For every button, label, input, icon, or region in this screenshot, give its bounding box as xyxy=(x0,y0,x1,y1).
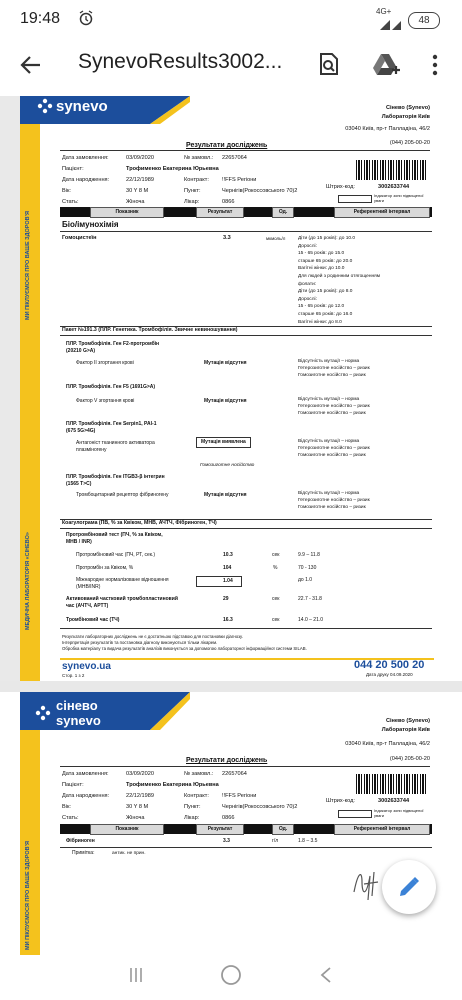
battery-indicator: 48 xyxy=(408,12,440,29)
order-date-label-2: Дата замовлення: xyxy=(62,771,109,777)
gene-note-3: Гомозиготне носійство xyxy=(200,463,255,468)
divider xyxy=(60,335,432,336)
lab-address-2: 03040 Київ, пр-т Палладіна, 46/2 xyxy=(345,741,430,747)
coag-value-2: 104 xyxy=(223,565,232,571)
contract-value: !!FFS Регіони xyxy=(222,177,257,183)
gene-result-3: Мутація виявлена xyxy=(196,437,251,448)
gene-factor-2: Фактор V згортання крові xyxy=(76,398,135,404)
birth-value-2: 22/12/1989 xyxy=(126,793,154,799)
coag-ref-1: 9.9 – 11.8 xyxy=(298,552,320,558)
contract-value-2: !!FFS Регіони xyxy=(222,793,257,799)
coag-ref-3: до 1.0 xyxy=(298,577,313,583)
recent-apps-icon[interactable] xyxy=(128,966,146,989)
coag-unit-1: сек xyxy=(272,552,280,558)
order-no-label: № замовл.: xyxy=(184,155,214,161)
doctor-value-2: 0866 xyxy=(222,815,235,821)
divider xyxy=(60,150,430,151)
point-value: Чернігів(Рокоссовського 70)2 xyxy=(222,188,298,194)
logo-text-cyrillic: сінево xyxy=(56,698,98,713)
divider xyxy=(60,628,432,629)
order-date-label: Дата замовлення: xyxy=(62,155,109,161)
age-label: Вік: xyxy=(62,188,71,194)
divider xyxy=(60,231,432,232)
signal-icon xyxy=(380,17,402,35)
packet-title: Пакет №191.3 (ПЛР. Генетика. Тромбофілія. Звичне невиношування) xyxy=(62,327,238,333)
contract-label-2: Контракт: xyxy=(184,793,209,799)
homocysteine-unit: мкмоль/л xyxy=(266,236,286,241)
fibrinogen-ref: 1.8 – 3.5 xyxy=(298,838,318,844)
barcode-label-2: Штрих-код: xyxy=(326,798,355,804)
footer-phone: 044 20 500 20 xyxy=(354,659,425,671)
gene-ref-1: Відсутність мутації – норма Гетерозиготне носійство – ризик Гомозиготне носійство – ризик xyxy=(298,359,370,378)
results-title: Результати досліджень xyxy=(186,142,268,149)
gene-title-4: ПЛР. Тромбофілія. Ген ITGB3-β інтегрин (1565 T>C) xyxy=(66,474,165,487)
page-separator xyxy=(0,681,462,692)
birth-value: 22/12/1989 xyxy=(126,177,154,183)
note-label: Примітка: xyxy=(72,850,95,856)
more-options-icon[interactable] xyxy=(430,54,440,81)
doctor-label: Лікар: xyxy=(184,199,200,205)
gene-title-2: ПЛР. Тромбофілія. Ген F5 (1691G>A) xyxy=(66,384,156,390)
pt-title: Протромбіновий тест (ПЧ, % за Квіком, МНВ / INR) xyxy=(66,532,163,545)
gene-result-1: Мутація відсутня xyxy=(204,360,247,366)
patient-label-2: Пацієнт: xyxy=(62,782,84,788)
col-test: Показник xyxy=(90,207,164,218)
age-value-2: 30 Y 8 M xyxy=(126,804,149,810)
coag-ref-5: 14.0 – 21.0 xyxy=(298,617,324,623)
logo-text: synevo xyxy=(56,98,108,115)
synevo-logo-icon-2 xyxy=(34,704,52,727)
lab-phone-2: (044) 205-00-20 xyxy=(389,756,430,762)
signature-image xyxy=(348,862,384,907)
point-label-2: Пункт: xyxy=(184,804,201,810)
coag-section-title: Коагулограма (ПВ, % за Квіком, МНВ, АЧТЧ, Фібриноген, ТЧ) xyxy=(62,520,217,526)
coag-value-1: 10.3 xyxy=(223,552,233,558)
gene-result-2: Мутація відсутня xyxy=(204,398,247,404)
coag-name-1: Протромбіновий час (ПЧ, РТ, сек.) xyxy=(76,552,155,558)
footer-print-date: Дата друку 04.09.2020 xyxy=(366,672,413,677)
coag-unit-2: % xyxy=(273,565,278,571)
status-time: 19:48 xyxy=(20,10,61,27)
col-result: Результат xyxy=(196,207,244,218)
coag-ref-4: 22.7 - 31.8 xyxy=(298,596,322,602)
divider xyxy=(60,847,432,848)
homocysteine-name: Гомоцистеїн xyxy=(62,235,97,241)
sex-value-2: Жіноча xyxy=(126,815,145,821)
results-title-2: Результати досліджень xyxy=(186,757,268,764)
indicator-note: Індикатор зони підвищеної уваги xyxy=(374,193,424,203)
order-no-label-2: № замовл.: xyxy=(184,771,214,777)
fibrinogen-value: 3.3 xyxy=(223,838,230,844)
pencil-icon xyxy=(397,875,421,904)
age-value: 30 Y 8 M xyxy=(126,188,149,194)
gene-factor-4: Тромбоцитарний рецептор фібриногену xyxy=(76,492,169,498)
coag-ref-2: 70 - 130 xyxy=(298,565,317,571)
gene-ref-3: Відсутність мутації – норма Гетерозиготне носійство – ризик Гомозиготне носійство – ризик xyxy=(298,439,370,458)
point-value-2: Чернігів(Рокоссовського 70)2 xyxy=(222,804,298,810)
synevo-logo-icon xyxy=(36,97,54,120)
sex-value: Жіноча xyxy=(126,199,145,205)
col-ref: Референтний інтервал xyxy=(334,207,430,218)
divider xyxy=(60,766,430,767)
lab-name: Сінево (Synevo) xyxy=(385,105,430,111)
coag-name-4: Активований частковий тромбопластиновий час (АЧТЧ, APTT) xyxy=(66,596,178,609)
lab-city: Лабораторія Київ xyxy=(381,114,430,120)
patient-label: Пацієнт: xyxy=(62,166,84,172)
order-date-value-2: 03/09/2020 xyxy=(126,771,154,777)
lab-city-2: Лабораторія Київ xyxy=(381,727,430,733)
order-no-value-2: 22657064 xyxy=(222,771,247,777)
barcode-label: Штрих-код: xyxy=(326,184,355,190)
document-title: SynevoResults3002... xyxy=(78,50,283,73)
col-result-2: Результат xyxy=(196,824,244,835)
coag-value-5: 16.3 xyxy=(223,617,233,623)
bio-section-title: Біо/імунохімія xyxy=(62,220,119,229)
alarm-icon xyxy=(78,10,94,31)
indicator-box xyxy=(338,195,372,203)
lab-phone: (044) 205-00-20 xyxy=(389,140,430,146)
contract-label: Контракт: xyxy=(184,177,209,183)
note-value: антик. не прин. xyxy=(112,851,146,856)
footer-page: Стор. 1 з 2 xyxy=(62,673,85,678)
birth-label-2: Дата народження: xyxy=(62,793,110,799)
age-label-2: Вік: xyxy=(62,804,71,810)
coag-unit-4: сек xyxy=(272,596,280,602)
coag-value-3: 1.04 xyxy=(196,576,242,587)
logo-text-latin: synevo xyxy=(56,713,101,728)
home-icon[interactable] xyxy=(219,963,243,992)
coag-name-3: Міжнародне нормалізоване відношення (МНВ/INR) xyxy=(76,577,169,590)
lab-name-2: Сінево (Synevo) xyxy=(385,718,430,724)
side-slogan: МИ ПІКЛУЄМОСЯ ПРО ВАШЕ ЗДОРОВ'Я xyxy=(25,211,31,320)
fibrinogen-name: Фібриноген xyxy=(66,838,95,844)
col-unit: Од. xyxy=(272,207,294,218)
side-lab-name: МЕДИЧНА ЛАБОРАТОРІЯ «СІНЕВО» xyxy=(25,532,31,630)
coag-name-2: Протромбін за Квіком, % xyxy=(76,565,134,571)
barcode-value: 3002633744 xyxy=(378,184,410,190)
coag-value-4: 29 xyxy=(223,596,229,602)
patient-name-2: Трофименко Екатерина Юрьевна xyxy=(126,782,219,788)
indicator-note-2: Індикатор зони підвищеної уваги xyxy=(374,808,424,818)
coag-name-5: Тромбіновий час (ТЧ) xyxy=(66,617,120,623)
document-page-2 xyxy=(20,692,462,1000)
back-arrow-icon[interactable] xyxy=(20,54,42,81)
gene-title-3: ПЛР. Тромбофілія. Ген Serpin1, PAI-1 (675 5G>4G) xyxy=(66,421,157,434)
col-unit-2: Од. xyxy=(272,824,294,835)
barcode-image-2 xyxy=(356,774,428,794)
barcode-image xyxy=(356,160,428,180)
gene-ref-4: Відсутність мутації – норма Гетерозиготне носійство – ризик Гомозиготне носійство – ризик xyxy=(298,491,370,510)
footnotes: Результати лабораторних досліджень не є достатньою підставою для постановки діагнозу. Інтерпретація результатів та постановка діагнозу виконуються тільки лікарем. Обробка матеріалу та видача результатів аналізів виконується за допомогою лабораторної інформаційної системи SILAB. xyxy=(62,634,307,651)
coag-unit-5: сек xyxy=(272,617,280,623)
footer-site: synevo.ua xyxy=(62,661,111,672)
gene-result-4: Мутація відсутня xyxy=(204,492,247,498)
order-no-value: 22657064 xyxy=(222,155,247,161)
birth-label: Дата народження: xyxy=(62,177,110,183)
order-date-value: 03/09/2020 xyxy=(126,155,154,161)
doctor-label-2: Лікар: xyxy=(184,815,200,821)
doctor-value: 0866 xyxy=(222,199,235,205)
col-test-2: Показник xyxy=(90,824,164,835)
lab-address: 03040 Київ, пр-т Палладіна, 46/2 xyxy=(345,126,430,132)
col-ref-2: Референтний інтервал xyxy=(334,824,430,835)
gene-factor-3: Антагоніст тканинного активатора плазміногену xyxy=(76,440,155,453)
sex-label-2: Стать: xyxy=(62,815,79,821)
network-indicator: 4G+ xyxy=(376,7,392,16)
barcode-value-2: 3002633744 xyxy=(378,798,410,804)
side-slogan-2: МИ ПІКЛУЄМОСЯ ПРО ВАШЕ ЗДОРОВ'Я xyxy=(25,841,31,950)
divider xyxy=(60,528,432,529)
gene-ref-2: Відсутність мутації – норма Гетерозиготне носійство – ризик Гомозиготне носійство – ризик xyxy=(298,397,370,416)
point-label: Пункт: xyxy=(184,188,201,194)
gene-title-1: ПЛР. Тромбофілія. Ген F2-протромбін (20210 G>A) xyxy=(66,341,160,354)
add-to-drive-icon[interactable] xyxy=(372,52,402,81)
search-document-icon[interactable] xyxy=(318,52,340,81)
homocysteine-value: 3.3 xyxy=(223,235,231,241)
fibrinogen-unit: г/л xyxy=(272,838,279,844)
homocysteine-ref: Діти (до 15 років): до 10.0 Дорослі: 15 - 65 років: до 15.0 старше 65 років: до 20.0 Вагітні жінки: до 10.0 Для людей з родинним отягощенням фолати: Діти (до 15 років): до 8.0 Дорослі: 15 - 65 років: до 12.0 старше 65 років: до 16.0 Вагітні жінки: до 8.0 xyxy=(298,236,381,325)
gene-factor-1: Фактор II згортання крові xyxy=(76,360,134,366)
back-nav-icon[interactable] xyxy=(318,966,334,989)
patient-name: Трофименко Екатерина Юрьевна xyxy=(126,166,219,172)
sex-label: Стать: xyxy=(62,199,79,205)
indicator-box-2 xyxy=(338,810,372,818)
